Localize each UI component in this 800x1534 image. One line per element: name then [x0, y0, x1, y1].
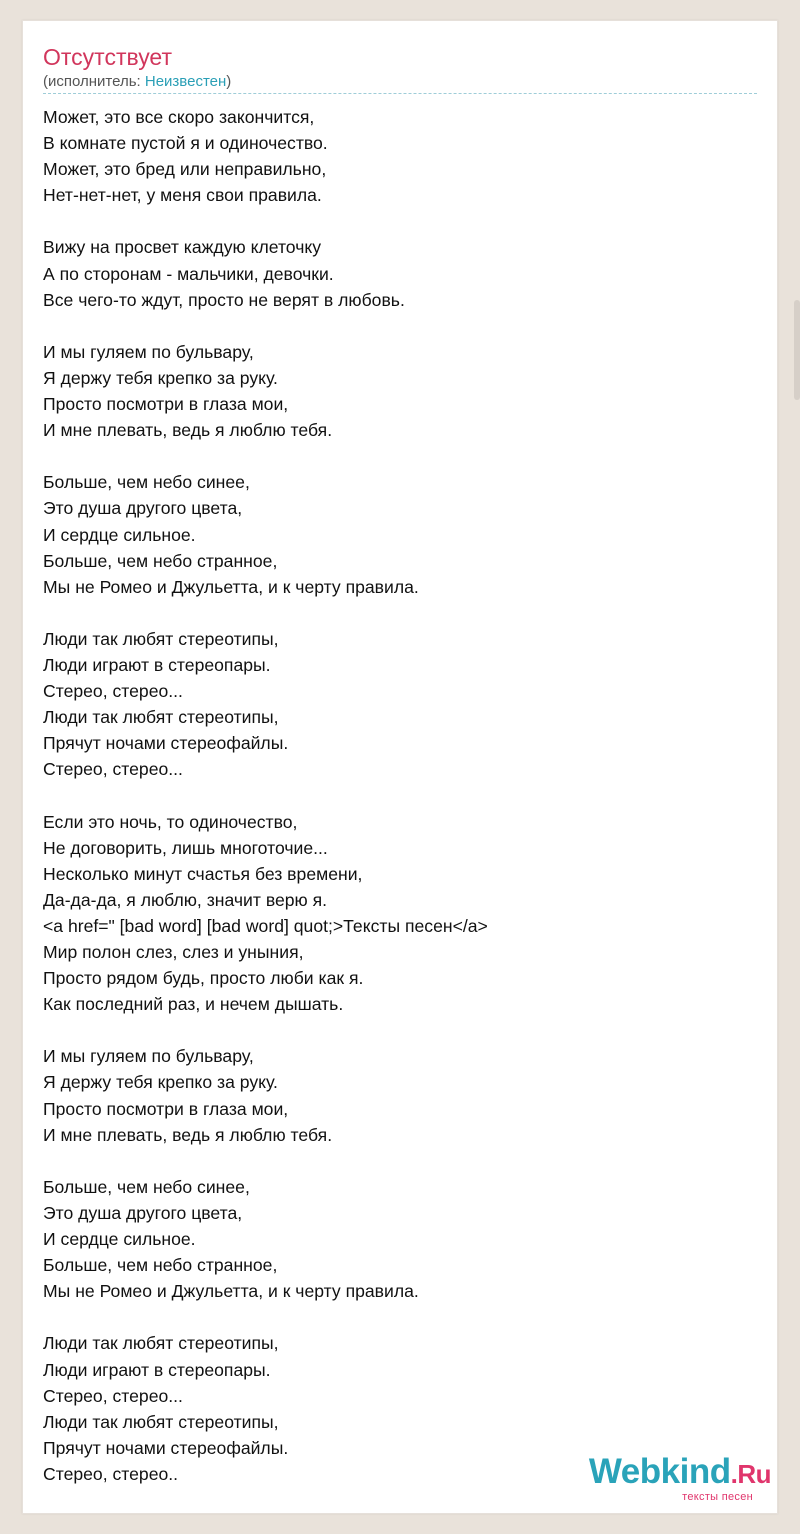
lyrics-line: Больше, чем небо странное, [43, 550, 278, 571]
lyrics-stanza [43, 104, 759, 208]
logo-main-text: Webkind [588, 1452, 731, 1491]
lyrics-line: <a href=" [bad word] [bad word] quot;>Тексты песен</a> [43, 915, 488, 936]
song-title: Отсутствует [43, 44, 172, 70]
lyrics-line: Стерео, стерео... [43, 1385, 183, 1406]
logo-suffix: .Ru [730, 1459, 771, 1489]
lyrics-line: И мы гуляем по бульвару, [43, 1046, 254, 1067]
lyrics-stanza [43, 234, 759, 312]
lyrics-line: Стерео, стерео... [43, 759, 183, 780]
lyrics-stanza [43, 1174, 759, 1304]
lyrics-line: Прячут ночами стереофайлы. [43, 1437, 289, 1458]
lyrics-line: Просто посмотри в глаза мои, [43, 394, 289, 415]
lyrics-line: Больше, чем небо синее, [43, 472, 250, 493]
lyrics-line: Несколько минут счастья без времени, [43, 863, 363, 884]
lyrics-line: Стерео, стерео... [43, 681, 183, 702]
lyrics-stanza [43, 809, 759, 1018]
lyrics-line: Просто рядом будь, просто люби как я. [43, 968, 364, 989]
lyrics-line: Люди играют в стереопары. [43, 1359, 271, 1380]
artist-line [43, 73, 231, 91]
lyrics-line: Мы не Ромео и Джульетта, и к черту правила. [43, 1281, 419, 1302]
lyrics-line: Больше, чем небо странное, [43, 1255, 278, 1276]
lyrics-line: Прячут ночами стереофайлы. [43, 733, 289, 754]
lyrics-line: Все чего-то ждут, просто не верят в любовь. [43, 289, 405, 310]
lyrics-stanza [43, 339, 759, 443]
lyrics-line: Может, это бред или неправильно, [43, 159, 327, 180]
lyrics-stanza [43, 1043, 759, 1147]
lyrics-line: Люди так любят стереотипы, [43, 1411, 279, 1432]
lyrics-line: Люди играют в стереопары. [43, 654, 271, 675]
lyrics-line: И мы гуляем по бульвару, [43, 341, 254, 362]
lyrics-line: Как последний раз, и нечем дышать. [43, 994, 344, 1015]
lyrics-line: Вижу на просвет каждую клеточку [43, 237, 322, 258]
lyrics-line: Это душа другого цвета, [43, 1202, 243, 1223]
lyrics-line: Мы не Ромео и Джульетта, и к черту правила. [43, 576, 419, 597]
lyrics-line: Люди так любят стереотипы, [43, 628, 279, 649]
lyrics-line: В комнате пустой я и одиночество. [43, 133, 328, 154]
artist-prefix: (исполнитель: [43, 73, 145, 90]
lyrics-line: И мне плевать, ведь я люблю тебя. [43, 1124, 333, 1145]
lyrics-line: Люди так любят стереотипы, [43, 1333, 279, 1354]
lyrics-stanza [43, 626, 759, 783]
logo-wordmark [581, 1454, 771, 1492]
lyrics-line: И сердце сильное. [43, 1229, 196, 1250]
lyrics-line: Люди так любят стереотипы, [43, 707, 279, 728]
lyrics-line: Мир полон слез, слез и уныния, [43, 942, 304, 962]
artist-suffix: ) [226, 73, 232, 90]
lyrics-card [22, 20, 778, 1514]
lyrics-line: Нет-нет-нет, у меня свои правила. [43, 185, 322, 206]
logo-tagline: тексты песен [682, 1491, 753, 1503]
lyrics-line: И сердце сильное. [43, 524, 196, 545]
lyrics-line: Да-да-да, я люблю, значит верю я. [43, 889, 328, 910]
lyrics-text [43, 104, 759, 1487]
lyrics-stanza [43, 469, 759, 599]
lyrics-line: Я держу тебя крепко за руку. [43, 1072, 278, 1093]
page-scrollbar[interactable] [794, 300, 800, 400]
lyrics-line: А по сторонам - мальчики, девочки. [43, 263, 334, 284]
lyrics-line: Стерео, стерео.. [43, 1463, 179, 1484]
lyrics-line: Не договорить, лишь многоточие... [43, 837, 328, 858]
lyrics-line: Может, это все скоро закончится, [43, 107, 315, 127]
lyrics-line: И мне плевать, ведь я люблю тебя. [43, 420, 333, 441]
artist-link[interactable]: Неизвестен [144, 73, 227, 90]
lyrics-line: Это душа другого цвета, [43, 498, 243, 519]
lyrics-line: Если это ночь, то одиночество, [43, 811, 298, 832]
header-divider [43, 93, 757, 94]
lyrics-line: Просто посмотри в глаза мои, [43, 1098, 289, 1119]
lyrics-line: Я держу тебя крепко за руку. [43, 367, 278, 388]
site-logo[interactable] [581, 1454, 771, 1504]
lyrics-line: Больше, чем небо синее, [43, 1176, 250, 1197]
